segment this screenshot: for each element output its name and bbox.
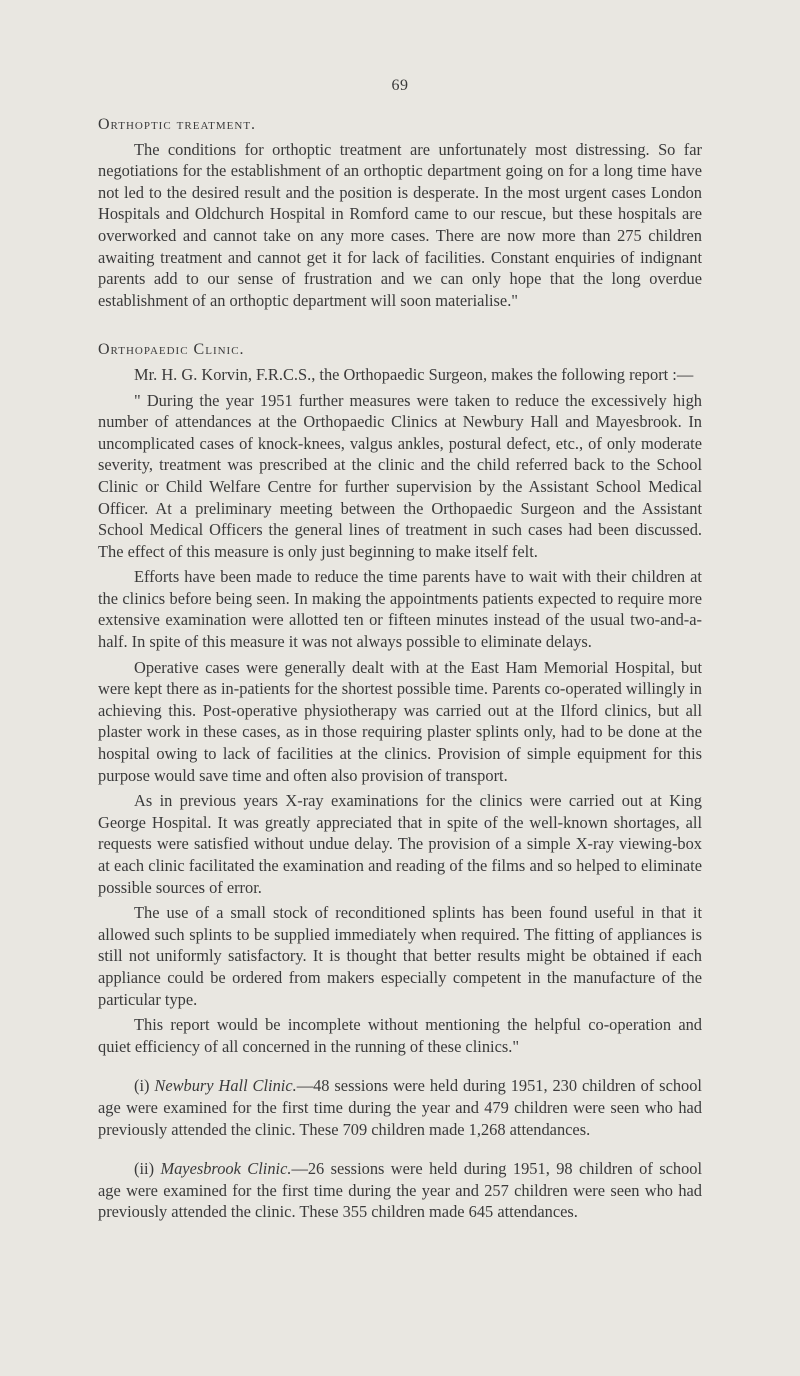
section-spacer [98, 1144, 702, 1158]
section-spacer [98, 315, 702, 339]
report-intro-paragraph: Mr. H. G. Korvin, F.R.C.S., the Orthopaedic Surgeon, makes the following report :— [134, 364, 694, 384]
clinic-prefix: (i) [134, 1076, 155, 1096]
clinic-name: Mayesbrook Clinic. [160, 1159, 292, 1179]
clinic-prefix: (ii) [134, 1159, 161, 1179]
report-paragraph: This report would be incomplete without mentioning the helpful co-operation and quiet efficiency of all concerned in the running of these clinics." [98, 1015, 702, 1056]
clinic-name: Newbury Hall Clinic. [154, 1076, 297, 1096]
orthoptic-paragraph: The conditions for orthoptic treatment are unfortunately most distressing. So far negotiations for the establishment of an orthoptic department going on for a long time have not led to the desired result and the position is desperate. In the most urgent cases London Hospitals and Oldchurch Hospital in Romford came to our rescue, but these hospitals are overworked and cannot take on any more cases. There are now more than 275 children awaiting treatment and cannot get it for lack of facilities. Constant enquiries of indignant parents add to our sense of frustration and we can only hope that the long overdue establishment of an orthoptic department will soon materialise." [98, 139, 702, 310]
section-spacer [98, 1061, 702, 1075]
report-paragraph: " During the year 1951 further measures were taken to reduce the excessively high number of attendances at the Orthopaedic Clinics at Newbury Hall and Mayesbrook. In uncomplicated cases of knock-knees, valgus ankles, postural defect, etc., of only moderate severity, treatment was prescribed at the clinic and the child referred back to the School Clinic or Child Welfare Centre for further supervision by the Assistant School Medical Officer. At a preliminary meeting between the Orthopaedic Surgeon and the Assistant School Medical Officers the general lines of treatment in such cases had been discussed. The effect of this measure is only just beginning to make itself felt. [98, 390, 702, 561]
clinic-paragraph-mayesbrook [98, 1158, 702, 1223]
page-number: 69 [391, 77, 409, 94]
clinic-text: —26 sessions were held during 1951, 98 children of school age were examined for the first time during the year and 257 children were seen who had previously attended the clinic. These 355 children made 645 attendances. [98, 1159, 703, 1222]
section-heading-orthoptic: Orthoptic treatment. [98, 116, 257, 133]
report-paragraph: The use of a small stock of reconditioned splints has been found useful in that it allowed such splints to be supplied immediately when required. The fitting of appliances is still not uniformly satisfactory. It is thought that better results might be obtained if each appliance could be ordered from makers especially competent in the manufacture of the particular type. [98, 903, 702, 1009]
clinic-paragraph-newbury [98, 1075, 702, 1140]
report-paragraph: Efforts have been made to reduce the time parents have to wait with their children at the clinics before being seen. In making the appointments patients expected to require more extensive examination were allotted ten or fifteen minutes instead of the usual two-and-a-half. In spite of this measure it was not always possible to eliminate delays. [98, 567, 702, 652]
report-paragraph: As in previous years X-ray examinations for the clinics were carried out at King George Hospital. It was greatly appreciated that in spite of the well-known shortages, all requests were satisfied without undue delay. The provision of a simple X-ray viewing-box at each clinic facilitated the examination and reading of the films and so helped to eliminate possible sources of error. [98, 791, 702, 897]
report-paragraph: Operative cases were generally dealt with at the East Ham Memorial Hospital, but were kept there as in-patients for the shortest possible time. Parents co-operated willingly in achieving this. Post-operative physiotherapy was carried out at the Ilford clinics, but all plaster work in these cases, as in those requiring plaster splints only, had to be done at the hospital owing to lack of facilities at the clinics. Provision of simple equipment for this purpose would save time and often also provision of transport. [98, 657, 702, 785]
clinic-text: —48 sessions were held during 1951, 230 children of school age were examined for the first time during the year and 479 children were seen who had previously attended the clinic. These 709 children made 1,268 attendances. [98, 1076, 702, 1139]
page-body [98, 114, 702, 1227]
section-heading-orthopaedic: Orthopaedic Clinic. [98, 341, 245, 359]
